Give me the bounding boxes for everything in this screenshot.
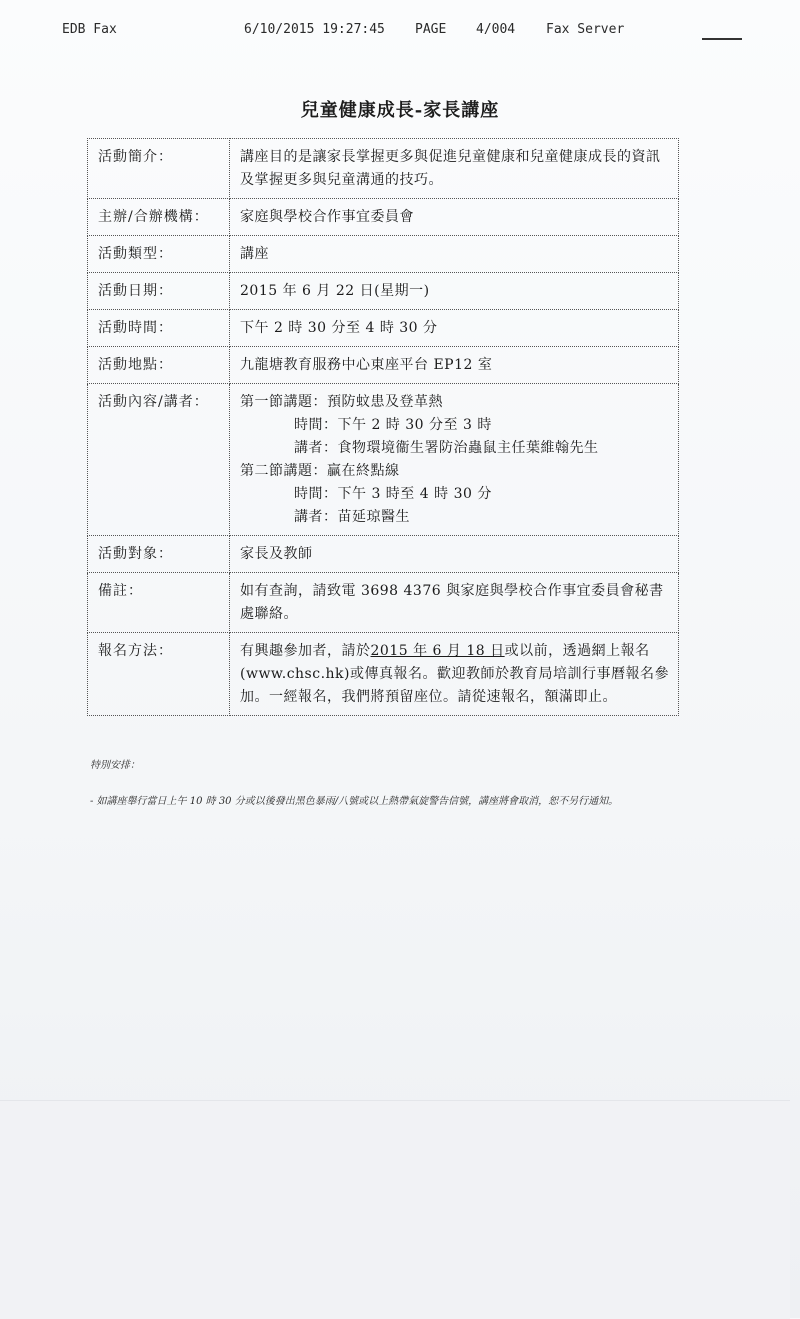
audience-label: 活動對象： xyxy=(88,536,230,573)
paper-fold xyxy=(0,1100,790,1319)
document-title: 兒童健康成長-家長講座 xyxy=(300,100,500,121)
time-label: 活動時間： xyxy=(88,310,230,347)
session2-speaker: 講者：苗延琼醫生 xyxy=(294,509,410,525)
venue-value: 九龍塘教育服務中心東座平台 EP12 室 xyxy=(230,347,679,384)
type-label: 活動類型： xyxy=(88,236,230,273)
date-label: 活動日期： xyxy=(88,273,230,310)
fax-page-label: PAGE xyxy=(415,22,447,37)
registration-value xyxy=(230,633,679,716)
intro-label: 活動簡介： xyxy=(88,139,230,199)
table-row xyxy=(88,384,679,536)
fax-sender: EDB Fax xyxy=(62,22,117,37)
table-row xyxy=(88,199,679,236)
table-row xyxy=(88,536,679,573)
session1-topic: 第一節講題：預防蚊患及登革熱 xyxy=(240,394,443,410)
session2-time: 時間：下午 3 時至 4 時 30 分 xyxy=(294,486,492,502)
table-row xyxy=(88,633,679,716)
registration-prefix: 有興趣參加者，請於 xyxy=(240,643,371,659)
event-info-table xyxy=(87,138,679,716)
session1-time: 時間：下午 2 時 30 分至 3 時 xyxy=(294,417,492,433)
remarks-label: 備註： xyxy=(88,573,230,633)
special-arrangement-title: 特別安排： xyxy=(90,760,140,771)
organizer-label: 主辦/合辦機構： xyxy=(88,199,230,236)
content-value xyxy=(230,384,679,536)
special-arrangement-note: - 如講座舉行當日上午 10 時 30 分或以後發出黑色暴雨/八號或以上熱帶氣旋警告信號，講座將會取消，恕不另行通知。 xyxy=(90,796,619,807)
corner-mark xyxy=(702,38,742,44)
table-row xyxy=(88,573,679,633)
table-row xyxy=(88,139,679,199)
registration-suffix: 或以前，透過網上報名(www.chsc.hk)或傳真報名。歡迎教師於教育局培訓行事曆報名參加。一經報名，我們將預留座位。請從速報名，額滿即止。 xyxy=(240,643,669,705)
table-row xyxy=(88,236,679,273)
audience-value: 家長及教師 xyxy=(230,536,679,573)
intro-value: 講座目的是讓家長掌握更多與促進兒童健康和兒童健康成長的資訊及掌握更多與兒童溝通的技巧。 xyxy=(230,139,679,199)
table-row xyxy=(88,347,679,384)
fax-page-number: 4/004 xyxy=(476,22,516,37)
date-value: 2015 年 6 月 22 日(星期一) xyxy=(230,273,679,310)
time-value: 下午 2 時 30 分至 4 時 30 分 xyxy=(230,310,679,347)
registration-label: 報名方法： xyxy=(88,633,230,716)
fax-datetime: 6/10/2015 19:27:45 xyxy=(244,22,385,37)
fax-server: Fax Server xyxy=(546,22,625,37)
venue-label: 活動地點： xyxy=(88,347,230,384)
remarks-value: 如有查詢，請致電 3698 4376 與家庭與學校合作事宜委員會秘書處聯絡。 xyxy=(230,573,679,633)
registration-deadline: 2015 年 6 月 18 日 xyxy=(370,643,505,659)
session2-topic: 第二節講題：贏在終點線 xyxy=(240,463,400,479)
fax-header xyxy=(62,22,740,40)
type-value: 講座 xyxy=(230,236,679,273)
organizer-value: 家庭與學校合作事宜委員會 xyxy=(230,199,679,236)
table-row xyxy=(88,273,679,310)
session1-speaker: 講者：食物環境衞生署防治蟲鼠主任葉維翰先生 xyxy=(294,440,599,456)
table-row xyxy=(88,310,679,347)
content-label: 活動內容/講者： xyxy=(88,384,230,536)
